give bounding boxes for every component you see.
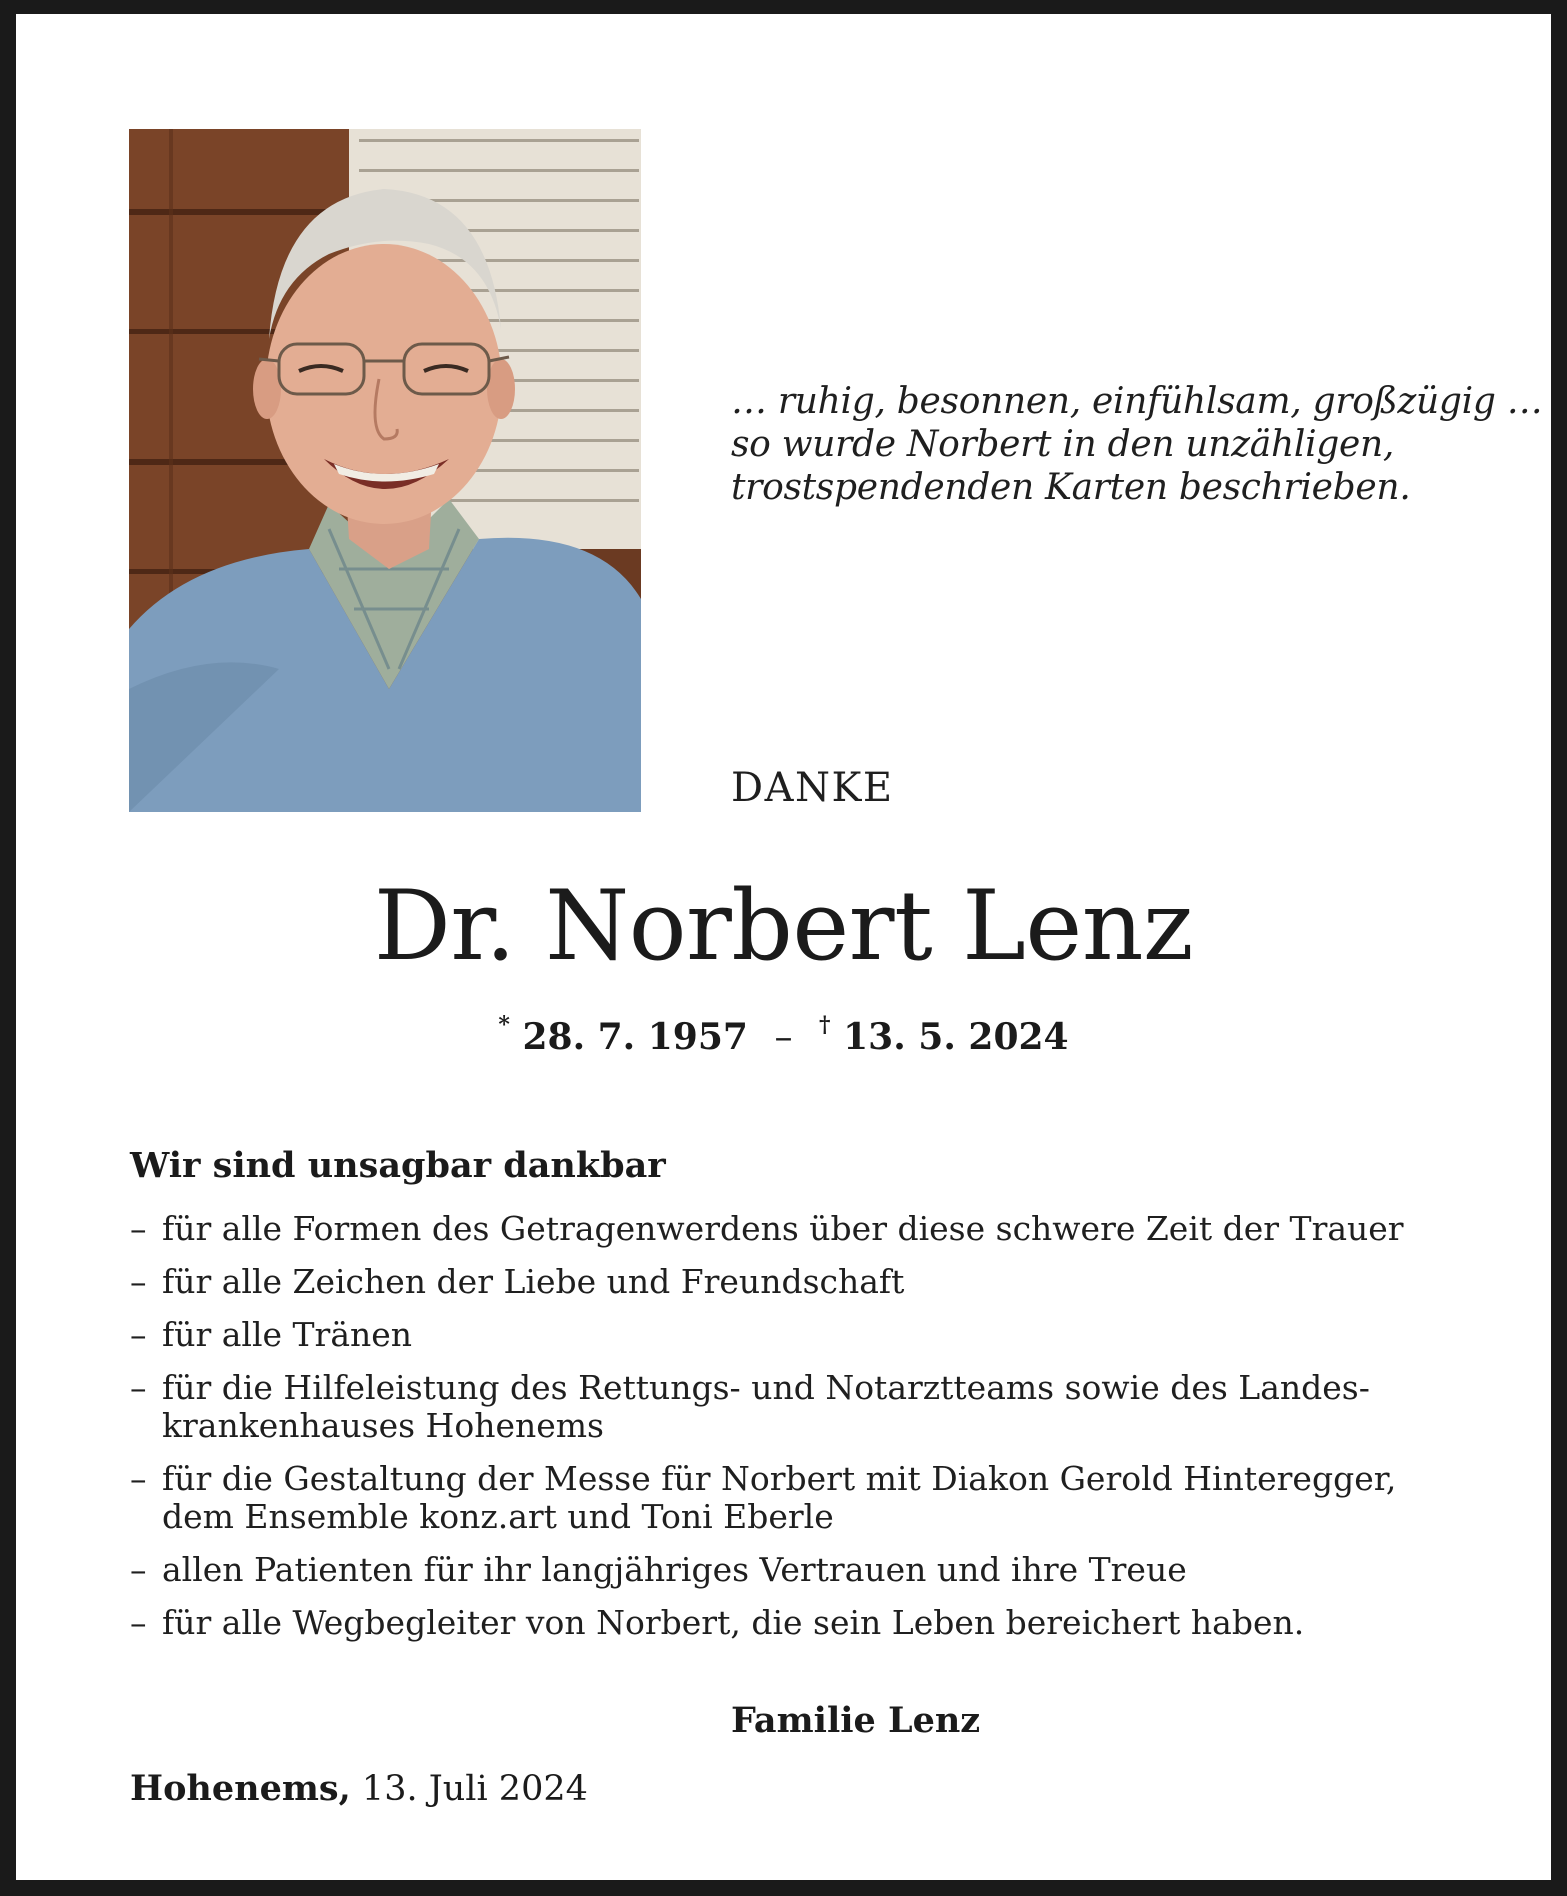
list-item	[130, 1210, 1438, 1248]
list-item-text: für alle Zeichen der Liebe und Freundschaft	[162, 1262, 905, 1301]
list-item	[130, 1263, 1438, 1301]
birth-date: 28. 7. 1957	[522, 1016, 748, 1058]
quote-line: … ruhig, besonnen, einfühlsam, großzügig …	[731, 381, 1543, 422]
list-dash: –	[130, 1603, 147, 1642]
place-date	[130, 1768, 588, 1809]
date-separator: –	[774, 1017, 793, 1058]
place-name: Hohenems,	[130, 1768, 351, 1809]
list-dash: –	[130, 1315, 147, 1354]
deceased-name: Dr. Norbert Lenz	[373, 870, 1194, 982]
list-item-text: für alle Tränen	[162, 1315, 413, 1354]
quote-line: trostspendenden Karten beschrieben.	[731, 467, 1411, 508]
thanks-heading: Wir sind unsagbar dankbar	[130, 1145, 666, 1186]
quote-text	[731, 380, 1543, 509]
list-item-text: krankenhauses Hohenems	[162, 1406, 604, 1445]
danke-heading: DANKE	[731, 765, 894, 811]
family-signature: Familie Lenz	[731, 1700, 981, 1741]
list-item-text: allen Patienten für ihr langjähriges Vertrauen und ihre Treue	[162, 1550, 1187, 1589]
list-item-text: für alle Wegbegleiter von Norbert, die sein Leben bereichert haben.	[162, 1603, 1305, 1642]
quote-line: so wurde Norbert in den unzähligen,	[731, 424, 1395, 465]
list-item	[130, 1551, 1438, 1589]
list-item	[130, 1604, 1438, 1642]
list-dash: –	[130, 1368, 147, 1407]
publication-date: 13. Juli 2024	[361, 1769, 588, 1809]
death-symbol: †	[819, 1012, 831, 1038]
list-dash: –	[130, 1262, 147, 1301]
thanks-list	[130, 1210, 1438, 1657]
list-dash: –	[130, 1209, 147, 1248]
list-item-text: für die Gestaltung der Messe für Norbert mit Diakon Gerold Hinteregger,	[162, 1459, 1397, 1498]
death-date: 13. 5. 2024	[843, 1016, 1069, 1058]
list-item	[130, 1460, 1438, 1536]
list-dash: –	[130, 1459, 147, 1498]
list-item	[130, 1316, 1438, 1354]
list-item-text: für die Hilfeleistung des Rettungs- und Notarztteams sowie des Landes-	[162, 1368, 1370, 1407]
list-item-text: dem Ensemble konz.art und Toni Eberle	[162, 1497, 834, 1536]
birth-symbol: *	[498, 1012, 510, 1038]
list-item	[130, 1369, 1438, 1445]
life-dates	[0, 1012, 1567, 1058]
list-item-text: für alle Formen des Getragenwerdens über diese schwere Zeit der Trauer	[162, 1209, 1404, 1248]
list-dash: –	[130, 1550, 147, 1589]
portrait-photo	[129, 129, 641, 812]
